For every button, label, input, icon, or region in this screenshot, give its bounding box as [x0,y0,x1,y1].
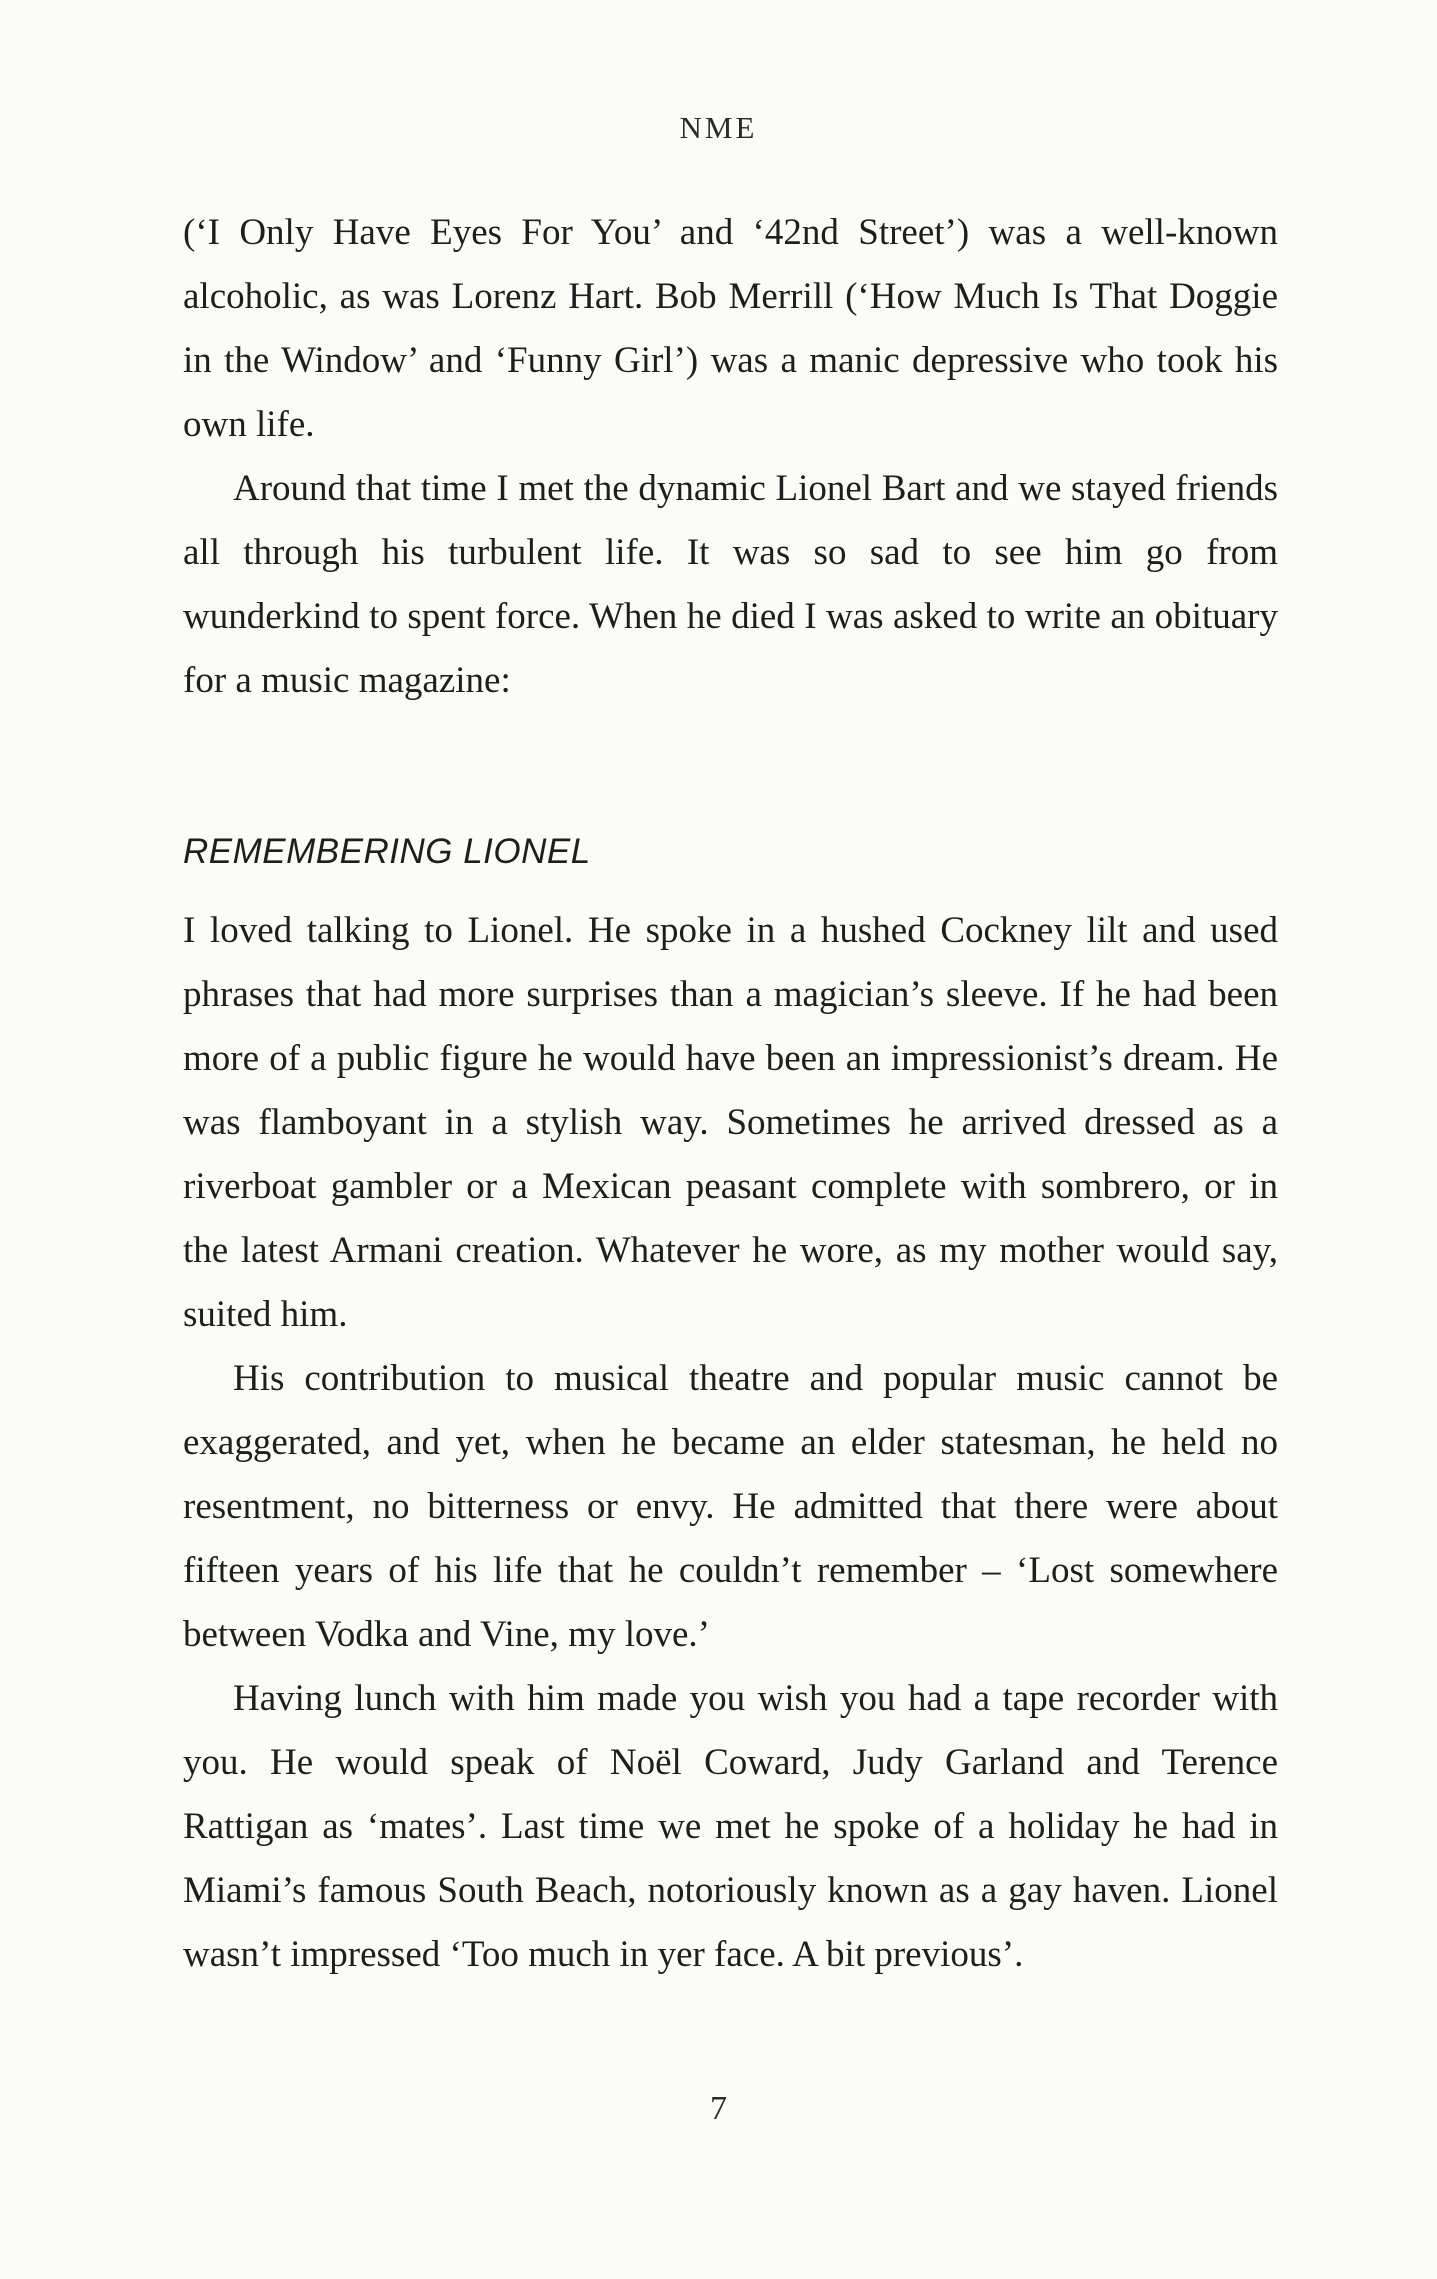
section-text [183,899,1278,1987]
paragraph-talking-to-lionel: I loved talking to Lionel. He spoke in a hushed Cockney lilt and used phrases that had more surprises than a magician’s sleeve. If he had been more of a public figure he would have been an impressionist’s dream. He was flamboyant in a stylish way. Sometimes he arrived dressed as a riverboat gambler or a Mexican peasant complete with sombrero, or in the latest Armani creation. Whatever he wore, as my mother would say, suited him. [183,910,1278,1335]
paragraph-lunch: Having lunch with him made you wish you had a tape recorder with you. He would speak of Noël Coward, Judy Garland and Terence Rattigan as ‘mates’. Last time we met he spoke of a holiday he had in Miami’s famous South Beach, notoriously known as a gay haven. Lionel wasn’t impressed ‘Too much in yer face. A bit previous’. [183,1678,1278,1975]
running-head: NME [679,110,758,145]
section-heading: REMEMBERING LIONEL [183,832,591,871]
paragraph-contribution: His contribution to musical theatre and popular music cannot be exaggerated, and yet, when he became an elder statesman, he held no resentment, no bitterness or envy. He admitted that there were about fifteen years of his life that he couldn’t remember – ‘Lost somewhere between Vodka and Vine, my love.’ [183,1358,1278,1655]
page-number: 7 [710,2090,727,2127]
paragraph-continued: (‘I Only Have Eyes For You’ and ‘42nd Street’) was a well-known alcoholic, as was Lorenz Hart. Bob Merrill (‘How Much Is That Doggie in the Window’ and ‘Funny Girl’) was a manic depressive who took his own life. [183,212,1278,445]
opening-text [183,201,1278,713]
paragraph-lionel-intro: Around that time I met the dynamic Lionel Bart and we stayed friends all through his turbulent life. It was so sad to see him go from wunderkind to spent force. When he died I was asked to write an obituary for a music magazine: [183,468,1278,701]
